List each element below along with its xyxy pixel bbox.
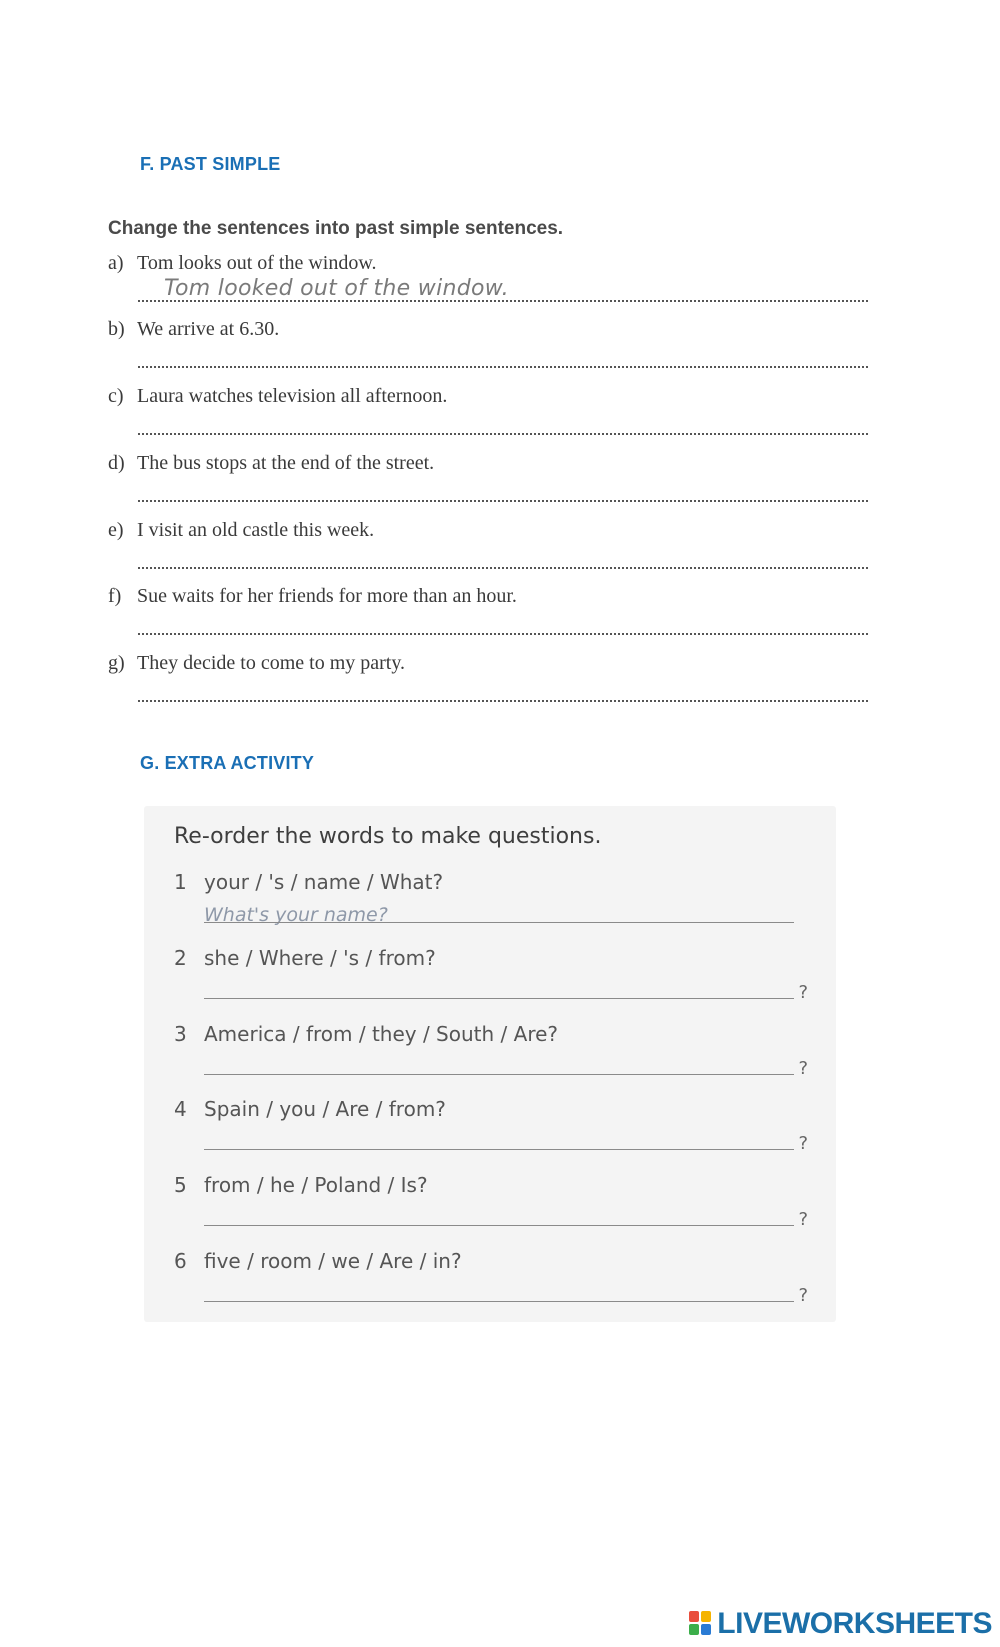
reorder-exercise-box [144,806,836,1322]
question-mark: ? [798,1058,808,1079]
answer-line[interactable] [204,922,794,923]
item-sentence: Tom looks out of the window. [137,252,377,274]
item-sentence: Sue waits for her friends for more than an hour. [137,585,517,607]
item-number: 6 [174,1249,187,1273]
question-mark: ? [798,982,808,1003]
answer-line[interactable] [204,1074,794,1075]
exercise-item-d [108,452,868,512]
item-sentence: The bus stops at the end of the street. [137,452,435,474]
scrambled-words: America / from / they / South / Are? [204,1022,559,1046]
question-item-5 [174,1173,814,1243]
logo-text: LIVEWORKSHEETS [717,1607,992,1640]
section-g-heading: G. EXTRA ACTIVITY [140,753,315,773]
answer-line[interactable] [138,500,868,502]
answer-line[interactable] [138,567,868,569]
exercise-item-c [108,385,868,445]
question-mark: ? [798,1285,808,1306]
exercise-item-g [108,652,868,712]
item-letter: g) [108,652,125,674]
item-sentence: They decide to come to my party. [137,652,406,674]
example-answer: Tom looked out of the window. [164,276,509,301]
answer-line[interactable] [204,998,794,999]
exercise-item-f [108,585,868,645]
item-letter: b) [108,318,125,340]
answer-line[interactable] [138,433,868,435]
example-answer: What's your name? [204,904,388,926]
item-letter: d) [108,452,125,474]
question-mark: ? [798,1133,808,1154]
item-letter: e) [108,519,124,541]
answer-line[interactable] [138,366,868,368]
item-sentence: We arrive at 6.30. [137,318,280,340]
item-number: 5 [174,1173,187,1197]
item-number: 4 [174,1097,187,1121]
scrambled-words: from / he / Poland / Is? [204,1173,428,1197]
section-f-heading: F. PAST SIMPLE [140,154,281,174]
section-g-instructions: Re-order the words to make questions. [174,824,602,849]
liveworksheets-logo[interactable] [689,1607,992,1641]
exercise-item-a [108,252,868,312]
answer-line[interactable] [138,300,868,302]
question-item-6 [174,1249,814,1319]
answer-line[interactable] [138,633,868,635]
exercise-item-e [108,519,868,579]
item-letter: c) [108,385,124,407]
item-letter: f) [108,585,122,607]
question-mark: ? [798,1209,808,1230]
scrambled-words: Spain / you / Are / from? [204,1097,446,1121]
answer-line[interactable] [138,700,868,702]
item-sentence: I visit an old castle this week. [137,519,375,541]
liveworksheets-grid-icon [689,1611,713,1637]
answer-line[interactable] [204,1301,794,1302]
section-f-instructions: Change the sentences into past simple sentences. [108,218,564,239]
item-number: 2 [174,946,187,970]
question-item-3 [174,1022,814,1092]
answer-line[interactable] [204,1225,794,1226]
question-item-1 [174,870,814,940]
item-sentence: Laura watches television all afternoon. [137,385,448,407]
scrambled-words: your / 's / name / What? [204,870,444,894]
answer-line[interactable] [204,1149,794,1150]
exercise-item-b [108,318,868,378]
item-number: 3 [174,1022,187,1046]
scrambled-words: five / room / we / Are / in? [204,1249,462,1273]
question-item-4 [174,1097,814,1167]
scrambled-words: she / Where / 's / from? [204,946,436,970]
item-letter: a) [108,252,124,274]
question-item-2 [174,946,814,1016]
item-number: 1 [174,870,187,894]
